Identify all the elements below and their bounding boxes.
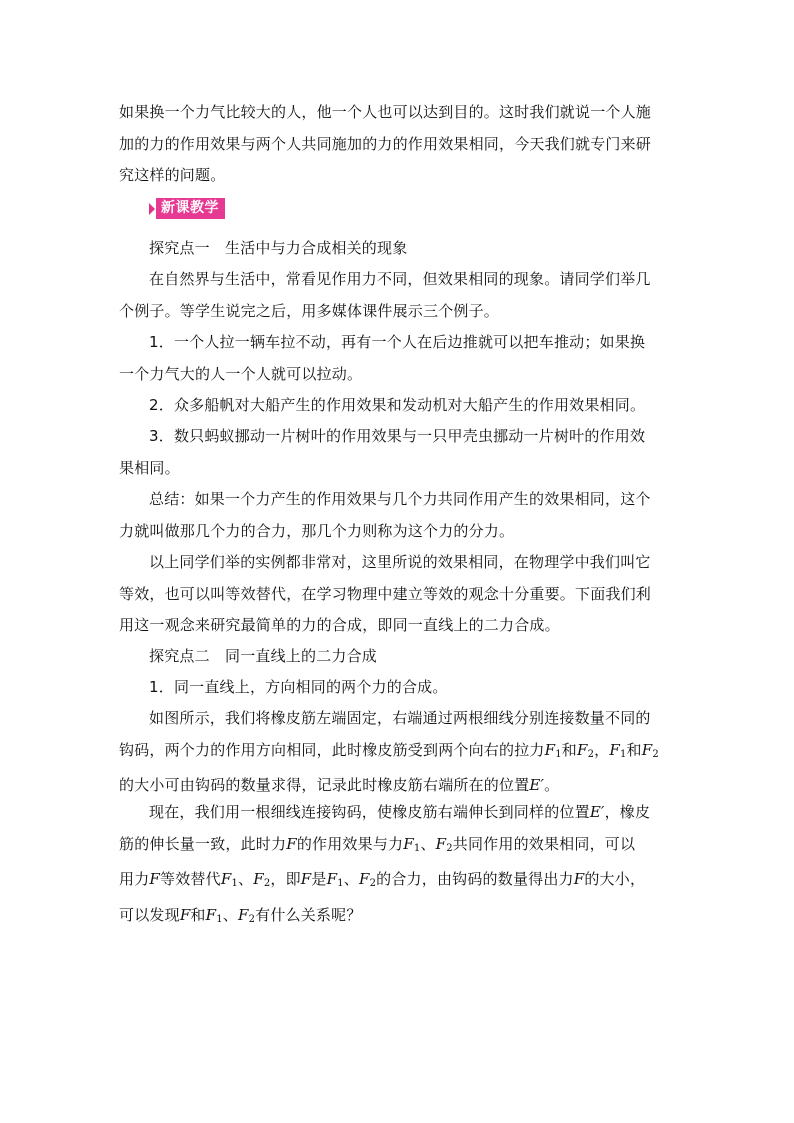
text-line: 个例子。等学生说完之后，用多媒体课件展示三个例子。 (119, 301, 500, 320)
text-line (119, 900, 685, 936)
text-segment: 。 (544, 776, 560, 794)
text-line: 总结：如果一个力产生的作用效果与几个力共同作用产生的效果相同，这个 (149, 490, 651, 508)
text-segment: 和 (561, 740, 577, 759)
paragraph-phenomena (119, 264, 685, 327)
subscript: 1 (555, 748, 562, 760)
var-F: F (609, 740, 620, 759)
subscript: 1 (216, 913, 223, 925)
text-segment: 有什么关系呢？ (255, 905, 362, 924)
text-segment: 现在，我们用一根细线连接钩码，使橡皮筋右端伸长到同样的位置 (149, 803, 590, 821)
text-segment: ，即 (270, 870, 301, 888)
var-F: F (358, 870, 370, 888)
text-segment: 钩码，两个力的作用方向相同，此时橡皮筋受到两个向右的拉力 (119, 740, 545, 759)
text-segment: ，橡皮 (604, 803, 651, 821)
text-line: 加的力的作用效果与两个人共同施加的力的作用效果相同，今天我们就专门来研 (119, 134, 652, 153)
text-segment: 、 (420, 834, 436, 853)
text-line: 在自然界与生活中，常看见作用力不同，但效果相同的现象。请同学们举几 (149, 270, 651, 288)
var-F: F (435, 834, 447, 853)
text-segment: 共同作用的效果相同，可以 (452, 834, 636, 853)
var-F: F (403, 834, 414, 853)
text-segment: 的合力，由钩码的数量得出力 (376, 870, 574, 888)
heading-exploration-1 (119, 233, 685, 265)
section-tag-new-lesson (149, 198, 225, 219)
text-segment: 、 (238, 870, 254, 888)
text-segment: 的作用效果与力 (296, 834, 404, 853)
var-F: F (641, 740, 653, 759)
text-line (119, 864, 685, 900)
var-F: F (220, 870, 232, 888)
subscript: 1 (413, 842, 421, 854)
text-segment: 是 (311, 870, 327, 888)
example-2 (119, 390, 685, 422)
var-F: F (286, 834, 297, 853)
text-segment: 的大小可由钩码的数量求得，记录此时橡皮筋右端所在的位置 (119, 776, 530, 794)
text-line: 果相同。 (119, 458, 180, 477)
subheading-same-direction (119, 672, 685, 704)
subscript: 1 (231, 878, 238, 889)
var-E-prime: E′ (589, 803, 605, 821)
var-F: F (573, 870, 585, 888)
example-3 (119, 421, 685, 484)
section-tag-label: 新课教学 (156, 198, 225, 219)
text-line: 如图所示，我们将橡皮筋左端固定，右端通过两根细线分别连接数量不同的 (149, 709, 651, 727)
var-F: F (576, 740, 588, 759)
text-line: 如果换一个力气比较大的人，他一个人也可以达到目的。这时我们就说一个人施 (119, 103, 652, 121)
text-line: 探究点二 同一直线上的二力合成 (149, 647, 378, 665)
text-line (119, 829, 685, 865)
var-F: F (544, 740, 556, 759)
subscript: 2 (652, 748, 659, 760)
subscript: 2 (248, 913, 256, 925)
text-segment: 筋的伸长量一致，此时力 (119, 834, 287, 853)
subscript: 2 (369, 878, 377, 889)
summary-paragraph (119, 484, 685, 547)
experiment-paragraph (119, 703, 685, 802)
text-segment: 和 (190, 905, 206, 924)
text-line (119, 797, 685, 829)
text-segment: 和 (626, 740, 642, 759)
example-1 (119, 327, 685, 390)
text-segment: 、 (222, 905, 238, 924)
text-segment: 用力 (119, 870, 150, 888)
var-E-prime: E′ (529, 776, 545, 794)
text-line: 等效，也可以叫等效替代，在学习物理中建立等效的观念十分重要。下面我们利 (119, 584, 652, 603)
text-line: 探究点一 生活中与力合成相关的现象 (149, 239, 408, 257)
text-segment: ， (594, 740, 610, 759)
equivalence-paragraph (119, 547, 685, 642)
var-F: F (179, 905, 191, 924)
subscript: 2 (446, 842, 453, 854)
var-F: F (149, 870, 161, 888)
text-line: 以上同学们举的实例都非常对，这里所说的效果相同，在物理学中我们叫它 (149, 553, 651, 571)
replacement-paragraph (119, 797, 685, 935)
text-segment: 可以发现 (119, 905, 180, 924)
text-line: 究这样的问题。 (119, 166, 226, 184)
var-F: F (205, 905, 217, 924)
subscript: 1 (337, 878, 344, 889)
var-F: F (253, 870, 264, 888)
text-segment: 的大小， (584, 870, 646, 888)
text-segment: 等效替代 (160, 870, 221, 888)
text-segment: 、 (343, 870, 359, 888)
text-line: 2．众多船帆对大船产生的作用效果和发动机对大船产生的作用效果相同。 (149, 396, 646, 414)
heading-exploration-2 (119, 641, 685, 673)
text-line: 一个力气大的人一个人就可以拉动。 (119, 364, 363, 383)
text-line (119, 735, 685, 771)
var-F: F (300, 870, 312, 888)
subscript: 1 (619, 748, 627, 760)
subscript: 2 (263, 878, 271, 889)
tag-arrow-icon (149, 203, 155, 215)
text-line: 1．同一直线上，方向相同的两个力的合成。 (149, 678, 448, 696)
text-line: 用这一观念来研究最简单的力的合成，即同一直线上的二力合成。 (119, 616, 560, 634)
var-F: F (326, 870, 338, 888)
text-line: 1．一个人拉一辆车拉不动，再有一个人在后边推就可以把车推动；如果换 (149, 333, 646, 351)
text-line: 3．数只蚂蚁挪动一片树叶的作用效果与一只甲壳虫挪动一片树叶的作用效 (149, 427, 646, 445)
subscript: 2 (587, 748, 595, 760)
var-F: F (238, 905, 249, 924)
intro-paragraph (119, 97, 685, 192)
text-line: 力就叫做那几个力的合力，那几个力则称为这个力的分力。 (119, 521, 515, 540)
